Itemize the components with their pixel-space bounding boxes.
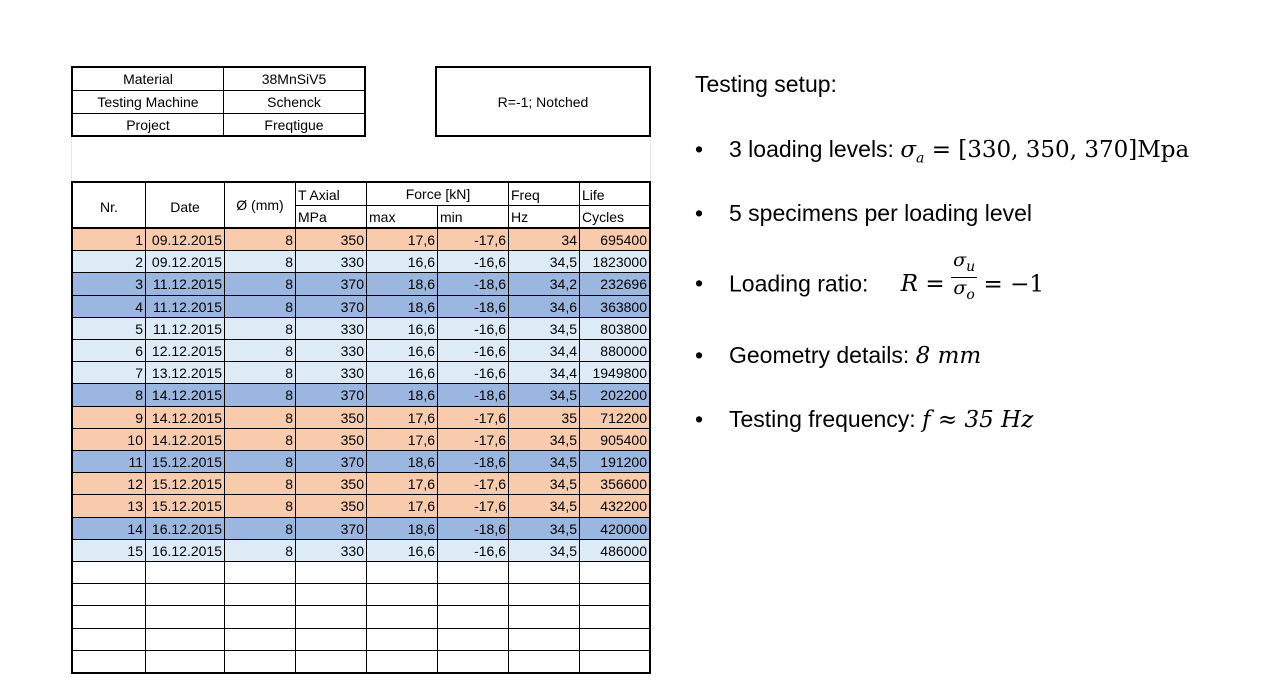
cell-diameter: 8	[285, 542, 293, 559]
cell-taxial: 330	[340, 343, 364, 359]
table-row	[73, 273, 649, 295]
cell-life: 420000	[600, 520, 647, 537]
table-row	[73, 340, 649, 362]
cell-taxial: 370	[340, 387, 364, 404]
cell-freq: 34,5	[549, 520, 577, 537]
cell-taxial: 370	[340, 520, 364, 537]
cell-life: 486000	[600, 542, 647, 559]
cell-freq: 34,5	[549, 320, 577, 337]
fraction-numerator	[951, 250, 977, 278]
cell-force-min: -17,6	[474, 232, 506, 248]
cell-force-max: 17,6	[407, 476, 435, 493]
fraction-denominator	[951, 278, 977, 305]
table-row	[73, 251, 649, 273]
cell-diameter: 8	[285, 476, 293, 493]
header-force-min: min	[440, 209, 463, 225]
cell-nr: 7	[135, 365, 143, 382]
table-row	[73, 562, 649, 584]
cell-date: 16.12.2015	[151, 520, 222, 537]
cell-force-max: 17,6	[407, 498, 435, 515]
cell-freq: 34,5	[549, 387, 577, 404]
cell-life: 712200	[600, 409, 647, 426]
cell-freq: 34,5	[549, 431, 577, 448]
cell-force-max: 16,6	[407, 542, 435, 559]
header-life-unit: Cycles	[582, 209, 625, 225]
cell-diameter: 8	[285, 498, 293, 515]
header-taxial: T Axial	[298, 187, 340, 203]
numerator-sigma: σ	[953, 249, 967, 271]
cell-freq: 34,5	[549, 498, 577, 515]
bullet-loading-ratio	[695, 249, 1044, 305]
table-row	[73, 606, 649, 628]
cell-freq: 35	[561, 409, 577, 426]
ratio-r: R =	[900, 271, 945, 298]
cell-force-min: -18,6	[474, 298, 506, 315]
table-grid-line	[508, 183, 509, 672]
bullet-loading-levels	[695, 135, 1189, 173]
table-grid-line	[224, 183, 225, 672]
cell-date: 15.12.2015	[151, 498, 222, 515]
cell-taxial: 330	[340, 320, 364, 337]
cell-diameter: 8	[285, 365, 293, 382]
cell-date: 13.12.2015	[151, 365, 222, 382]
header-freq-unit: Hz	[511, 209, 529, 225]
table-row	[73, 362, 649, 384]
cell-freq: 34,4	[549, 365, 577, 382]
cell-taxial: 350	[340, 476, 364, 493]
info-grid-line	[73, 90, 364, 91]
cell-nr: 10	[127, 431, 143, 448]
cell-life: 191200	[600, 454, 647, 470]
cell-force-max: 18,6	[407, 298, 435, 315]
cell-force-max: 18,6	[407, 520, 435, 537]
cell-force-max: 18,6	[407, 454, 435, 470]
cell-nr: 6	[135, 343, 143, 359]
ratio-note: R=-1; Notched	[497, 93, 589, 110]
cell-taxial: 350	[340, 232, 364, 248]
cell-nr: 5	[135, 320, 143, 337]
frequency-value: f ≈ 35 Hz	[922, 407, 1034, 433]
cell-life: 1949800	[592, 365, 647, 382]
cell-force-max: 17,6	[407, 431, 435, 448]
table-row	[73, 229, 649, 251]
cell-taxial: 370	[340, 276, 364, 293]
table-grid-line	[73, 227, 649, 229]
cell-force-min: -16,6	[474, 365, 506, 382]
ratio-result: = −1	[983, 271, 1044, 298]
cell-date: 14.12.2015	[151, 387, 222, 404]
table-row	[73, 651, 649, 673]
info-grid	[71, 66, 366, 137]
blank-band	[71, 137, 651, 181]
cell-nr: 14	[127, 520, 143, 537]
cell-freq: 34,5	[549, 454, 577, 470]
bullet-dot: •	[695, 200, 704, 226]
table-row	[73, 473, 649, 495]
table-grid-line	[366, 183, 367, 672]
table-row	[73, 429, 649, 451]
cell-freq: 34,5	[549, 542, 577, 559]
cell-force-max: 16,6	[407, 343, 435, 359]
cell-date: 16.12.2015	[151, 542, 222, 559]
cell-nr: 8	[135, 387, 143, 404]
cell-life: 1823000	[592, 254, 647, 271]
cell-date: 14.12.2015	[151, 409, 222, 426]
bullet-text: Testing frequency:	[729, 406, 923, 432]
table-row	[73, 540, 649, 562]
cell-life: 232696	[600, 276, 647, 293]
ratio-note-box	[435, 66, 651, 137]
cell-diameter: 8	[285, 343, 293, 359]
cell-date: 14.12.2015	[151, 431, 222, 448]
cell-force-min: -16,6	[474, 320, 506, 337]
cell-diameter: 8	[285, 232, 293, 248]
table-grid-line	[145, 183, 146, 672]
machine-value: Schenck	[267, 94, 321, 110]
cell-freq: 34,5	[549, 476, 577, 493]
cell-diameter: 8	[285, 298, 293, 315]
specimen-table	[71, 181, 651, 674]
bullet-dot: •	[695, 342, 704, 368]
bullet-text: Loading ratio:	[729, 270, 869, 297]
cell-force-min: -17,6	[474, 476, 506, 493]
cell-taxial: 370	[340, 298, 364, 315]
bullet-frequency	[695, 405, 1033, 434]
cell-nr: 15	[127, 542, 143, 559]
cell-force-min: -16,6	[474, 254, 506, 271]
cell-diameter: 8	[285, 520, 293, 537]
bullet-dot: •	[695, 136, 704, 162]
bullet-text: 5 specimens per loading level	[729, 200, 1033, 226]
cell-force-max: 16,6	[407, 254, 435, 271]
cell-date: 09.12.2015	[151, 254, 222, 271]
cell-force-min: -16,6	[474, 343, 506, 359]
table-row	[73, 584, 649, 606]
cell-nr: 4	[135, 298, 143, 315]
table-grid-line	[73, 672, 649, 673]
cell-life: 363800	[600, 298, 647, 315]
cell-force-min: -16,6	[474, 542, 506, 559]
cell-taxial: 350	[340, 409, 364, 426]
cell-life: 803800	[600, 320, 647, 337]
header-force: Force [kN]	[405, 186, 471, 202]
header-nr: Nr.	[100, 199, 118, 215]
cell-diameter: 8	[285, 409, 293, 426]
cell-force-min: -18,6	[474, 387, 506, 404]
cell-force-min: -18,6	[474, 276, 506, 293]
table-row	[73, 384, 649, 406]
cell-force-min: -18,6	[474, 454, 506, 470]
cell-taxial: 330	[340, 254, 364, 271]
cell-date: 11.12.2015	[152, 298, 222, 315]
cell-life: 905400	[600, 431, 647, 448]
material-label: Material	[123, 71, 173, 87]
geometry-value: 8 mm	[915, 343, 982, 369]
cell-diameter: 8	[285, 387, 293, 404]
sigma-subscript: a	[916, 150, 925, 167]
cell-nr: 11	[128, 454, 143, 470]
header-date: Date	[170, 199, 200, 215]
cell-nr: 13	[127, 498, 143, 515]
cell-diameter: 8	[285, 320, 293, 337]
cell-nr: 9	[135, 409, 143, 426]
denominator-sigma: σ	[953, 276, 967, 299]
cell-life: 202200	[600, 387, 647, 404]
cell-date: 12.12.2015	[151, 343, 222, 359]
cell-force-min: -18,6	[474, 520, 506, 537]
cell-freq: 34,5	[549, 254, 577, 271]
header-force-max: max	[369, 209, 396, 225]
header-taxial-unit: MPa	[298, 209, 327, 225]
cell-life: 356600	[600, 476, 647, 493]
table-row	[73, 407, 649, 429]
table-row	[73, 518, 649, 540]
bullet-text: 3 loading levels:	[729, 136, 901, 162]
cell-date: 09.12.2015	[151, 232, 222, 248]
machine-label: Testing Machine	[97, 94, 199, 110]
project-value: Freqtigue	[264, 117, 324, 133]
cell-force-max: 17,6	[407, 409, 435, 426]
info-grid-line	[73, 113, 364, 114]
table-grid-line	[579, 183, 580, 672]
table-row	[73, 318, 649, 340]
cell-taxial: 330	[340, 542, 364, 559]
cell-force-max: 18,6	[407, 387, 435, 404]
bullet-dot: •	[695, 406, 704, 432]
cell-force-max: 17,6	[407, 232, 435, 248]
header-life: Life	[582, 187, 605, 203]
cell-date: 15.12.2015	[151, 476, 222, 493]
cell-force-max: 18,6	[407, 276, 435, 293]
header-freq: Freq	[511, 187, 540, 203]
project-label: Project	[126, 117, 170, 133]
bullet-dot: •	[695, 270, 704, 297]
cell-life: 695400	[600, 232, 647, 248]
cell-date: 11.12.2015	[152, 276, 222, 293]
loading-levels-values: = [330, 350, 370]Mpa	[924, 137, 1190, 163]
bullet-specimens	[695, 199, 1032, 227]
cell-taxial: 350	[340, 431, 364, 448]
header-diameter: Ø (mm)	[236, 197, 284, 213]
cell-force-max: 16,6	[407, 320, 435, 337]
cell-life: 432200	[600, 498, 647, 515]
setup-title: Testing setup:	[695, 71, 837, 97]
ratio-fraction	[951, 250, 977, 305]
cell-force-min: -17,6	[474, 498, 506, 515]
cell-date: 15.12.2015	[151, 454, 222, 470]
cell-taxial: 370	[340, 454, 364, 470]
cell-force-min: -17,6	[474, 409, 506, 426]
numerator-subscript: u	[966, 258, 976, 275]
cell-taxial: 350	[340, 498, 364, 515]
bullet-text: Geometry details:	[729, 342, 916, 368]
cell-diameter: 8	[285, 254, 293, 271]
cell-nr: 12	[127, 476, 143, 493]
cell-freq: 34,6	[549, 298, 577, 315]
cell-date: 11.12.2015	[152, 320, 222, 337]
cell-freq: 34,4	[549, 343, 577, 359]
cell-force-max: 16,6	[407, 365, 435, 382]
table-row	[73, 629, 649, 651]
cell-diameter: 8	[285, 276, 293, 293]
cell-freq: 34,2	[549, 276, 577, 293]
cell-nr: 3	[135, 276, 143, 293]
table-row	[73, 495, 649, 517]
table-grid-line	[437, 205, 438, 672]
cell-life: 880000	[600, 343, 647, 359]
cell-diameter: 8	[285, 454, 293, 470]
table-row	[73, 296, 649, 318]
cell-taxial: 330	[340, 365, 364, 382]
cell-nr: 1	[135, 232, 143, 248]
cell-force-min: -17,6	[474, 431, 506, 448]
table-grid-line	[296, 205, 649, 206]
table-row	[73, 451, 649, 473]
material-value: 38MnSiV5	[261, 71, 327, 87]
cell-diameter: 8	[285, 431, 293, 448]
denominator-subscript: o	[966, 286, 975, 303]
cell-freq: 34	[561, 232, 577, 248]
bullet-geometry	[695, 341, 981, 370]
sigma-symbol: σ	[900, 137, 917, 163]
table-grid-line	[295, 183, 296, 672]
cell-nr: 2	[135, 254, 143, 271]
